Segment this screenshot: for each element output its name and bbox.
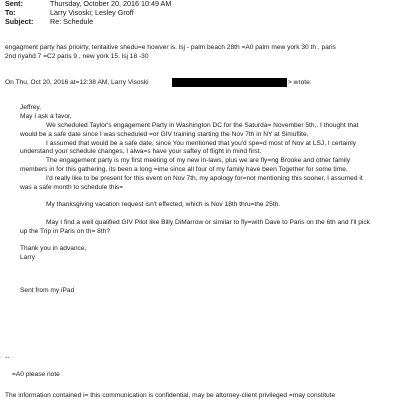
subject-row [5,17,93,26]
para4-line: My thanksgiving vacation request isn't effected, which is Nov 18th thru=the 25th. [46,201,281,208]
reply-line-1: engagment party has prioirty, tentaitive shedu=e howver is. lsj - palm beach 28th =A0 palm mew york 30 th . paris [5,44,336,51]
subject-value: Re: Schedule [50,17,94,26]
to-value: Larry Visoski; Lesley Groff [50,8,134,17]
para3-line3: I'd really like to be present for this event on Nov 7th, my apology for=not mentioning this sooner, I assumed it [46,175,363,182]
signature: Larry [20,254,36,261]
para1-line2: would be a safe date since I was scheduled =or GIV training starting the Nov 7th in NY at Simuflite. [20,131,309,138]
para3-line1: The engagement party is my first meeting of my new in-laws, plus we are fly=ng Brooke and other family [46,157,350,164]
footer-dashes: -- [5,354,10,361]
quote-intro-prefix: On Thu, Oct 20, 2016 at=12:38 AM, Larry Visoski [5,79,149,86]
to-row [5,8,134,17]
sent-label: Sent: [5,0,23,8]
sent-value: Thursday, October 20, 2016 10:49 AM [50,0,172,8]
para5-line1: May I find a well qualified GIV Pilot like Billy DiMarrow or similar to fly=with Dave to Paris on the 6th and I'll pick [46,219,370,226]
thanks-line: Thank you in advance, [20,245,87,252]
reply-line-2: 2nd riyahd 7 =C2 paris 9 , new york 15. lsj 18 -30 [5,53,149,60]
footer-confidential: The information contained i= this communication is confidential, may be attorney-client privileged =may constitute [5,392,336,399]
sent-from-line: Sent from my iPad [20,287,75,294]
quote-intro-suffix: > wrote: [288,79,312,86]
para1-line1: We scheduled Taylor's engagement Party in Washington DC for the Saturda= November 5th,. I thought that [46,122,359,129]
sent-row [5,0,171,8]
redaction-bar [172,78,287,87]
favor-line: May I ask a favor, [20,113,72,120]
para2-line1: I assumed that would be a safe date, since You mentioned that you'd spe=d most of Nov at LSJ, I certainly [46,140,357,147]
subject-label: Subject: [5,17,34,26]
para5-line2: up the Trip in Paris on th= 8th? [20,228,110,235]
para3-line2: members in for this gathering, its been a long =ime since all four of my family have been Together for some time. [20,166,348,173]
quote-intro [5,79,149,87]
footer-note: =A0 please note [12,371,60,378]
para2-line2: understand your schedule changes, I alwa=s have your saftey of flight in mind first. [20,148,262,155]
to-label: To: [5,8,16,17]
greeting: Jeffrey, [20,104,42,111]
para3-line4: was a safe month to schedule this= [20,184,124,191]
